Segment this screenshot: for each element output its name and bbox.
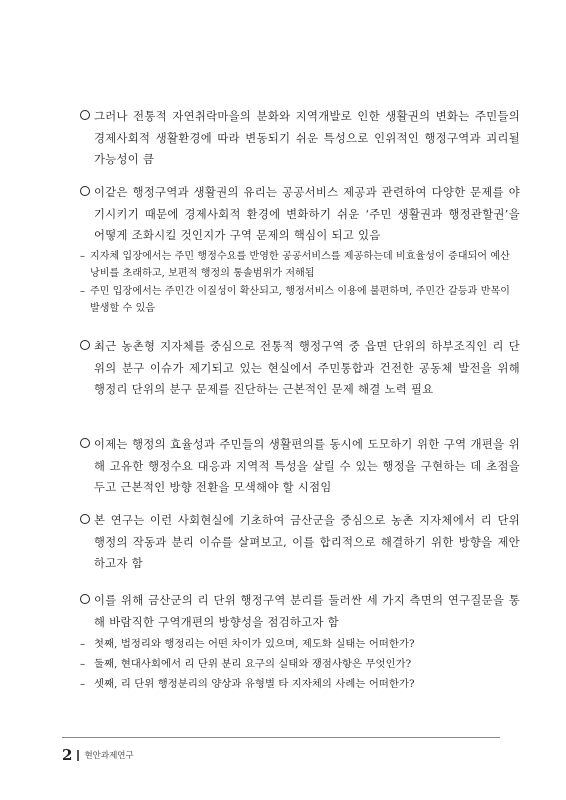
dash-marker: – bbox=[80, 638, 86, 650]
sub-item bbox=[80, 248, 520, 283]
sub-item-text: 셋째, 리 단위 행정분리의 양상과 유형별 타 지자체의 사례는 어떠한가? bbox=[94, 678, 415, 690]
sub-item bbox=[80, 654, 520, 674]
bullet-text: 이를 위해 금산군의 리 단위 행정구역 분리를 둘러싼 세 가지 측면의 연구질문을 통해 바람직한 구역개편의 방향성을 점검하고자 함 bbox=[94, 594, 520, 629]
sub-list bbox=[80, 634, 520, 694]
footer-divider bbox=[62, 737, 500, 738]
bullet-text: 최근 농촌형 지자체를 중심으로 전통적 행정구역 중 읍면 단위의 하부조직인 리 단위의 분구 이슈가 제기되고 있는 현실에서 주민통합과 건전한 공동체 발전을 위해 행정리 단위의 분구 문제를 진단하는 근본적인 문제 해결 노력 필요 bbox=[94, 340, 520, 396]
hollow-circle-bullet-icon bbox=[80, 110, 90, 120]
dash-marker: – bbox=[80, 658, 86, 670]
bullet-text: 본 연구는 이런 사회현실에 기초하여 금산군을 중심으로 농촌 지자체에서 리 단위 행정의 작동과 분리 이슈를 살펴보고, 이를 합리적으로 해결하기 위한 방향을 제안하고자 함 bbox=[94, 514, 520, 570]
bullet-text: 그러나 전통적 자연취락마을의 분화와 지역개발로 인한 생활권의 변화는 주민들의 경제사회적 생활환경에 따라 변동되기 쉬운 특성으로 인위적인 행정구역과 괴리될 가능성이 큼 bbox=[94, 110, 520, 166]
dash-marker: – bbox=[80, 678, 86, 690]
page-number: 2 bbox=[62, 746, 73, 764]
hollow-circle-bullet-icon bbox=[80, 594, 90, 604]
bullet-paragraph-1 bbox=[80, 106, 520, 171]
page-footer bbox=[62, 746, 134, 764]
footer-separator-bar bbox=[77, 750, 79, 761]
hollow-circle-bullet-icon bbox=[80, 186, 90, 196]
bullet-paragraph-4 bbox=[80, 434, 520, 499]
sub-item bbox=[80, 283, 520, 318]
sub-item-text: 주민 입장에서는 주민간 이질성이 확산되고, 행정서비스 이용에 불편하며, 주민간 갈등과 반목이 발생할 수 있음 bbox=[90, 285, 510, 314]
dash-marker: – bbox=[80, 250, 86, 262]
bullet-paragraph-6 bbox=[80, 590, 520, 694]
sub-list bbox=[80, 248, 520, 318]
bullet-text: 이제는 행정의 효율성과 주민들의 생활편의를 동시에 도모하기 위한 구역 개편을 위해 고유한 행정수요 대응과 지역적 특성을 살릴 수 있는 행정을 구현하는 데 초점을 두고 근본적인 방향 전환을 모색해야 할 시점임 bbox=[94, 438, 520, 494]
bullet-text: 이같은 행정구역과 생활권의 유리는 공공서비스 제공과 관련하여 다양한 문제를 야기시키기 때문에 경제사회적 환경에 변화하기 쉬운 ‘주민 생활권과 행정관할권’을 어떻게 조화시킬 것인지가 구역 문제의 핵심이 되고 있음 bbox=[94, 186, 520, 242]
bullet-paragraph-3 bbox=[80, 336, 520, 401]
bullet-paragraph-2 bbox=[80, 182, 520, 318]
sub-item-text: 지자체 입장에서는 주민 행정수요를 반영한 공공서비스를 제공하는데 비효율성이 증대되어 예산 낭비를 초래하고, 보편적 행정의 통솔범위가 저해됨 bbox=[90, 250, 510, 279]
sub-item bbox=[80, 674, 520, 694]
sub-item-text: 둘째, 현대사회에서 리 단위 분리 요구의 실태와 쟁점사항은 무엇인가? bbox=[94, 658, 412, 670]
dash-marker: – bbox=[80, 285, 86, 297]
running-title: 현안과제연구 bbox=[84, 751, 134, 761]
bullet-paragraph-5 bbox=[80, 510, 520, 575]
hollow-circle-bullet-icon bbox=[80, 514, 90, 524]
sub-item bbox=[80, 634, 520, 654]
hollow-circle-bullet-icon bbox=[80, 340, 90, 350]
sub-item-text: 첫째, 법정리와 행정리는 어떤 차이가 있으며, 제도화 실태는 어떠한가? bbox=[94, 638, 415, 650]
hollow-circle-bullet-icon bbox=[80, 438, 90, 448]
